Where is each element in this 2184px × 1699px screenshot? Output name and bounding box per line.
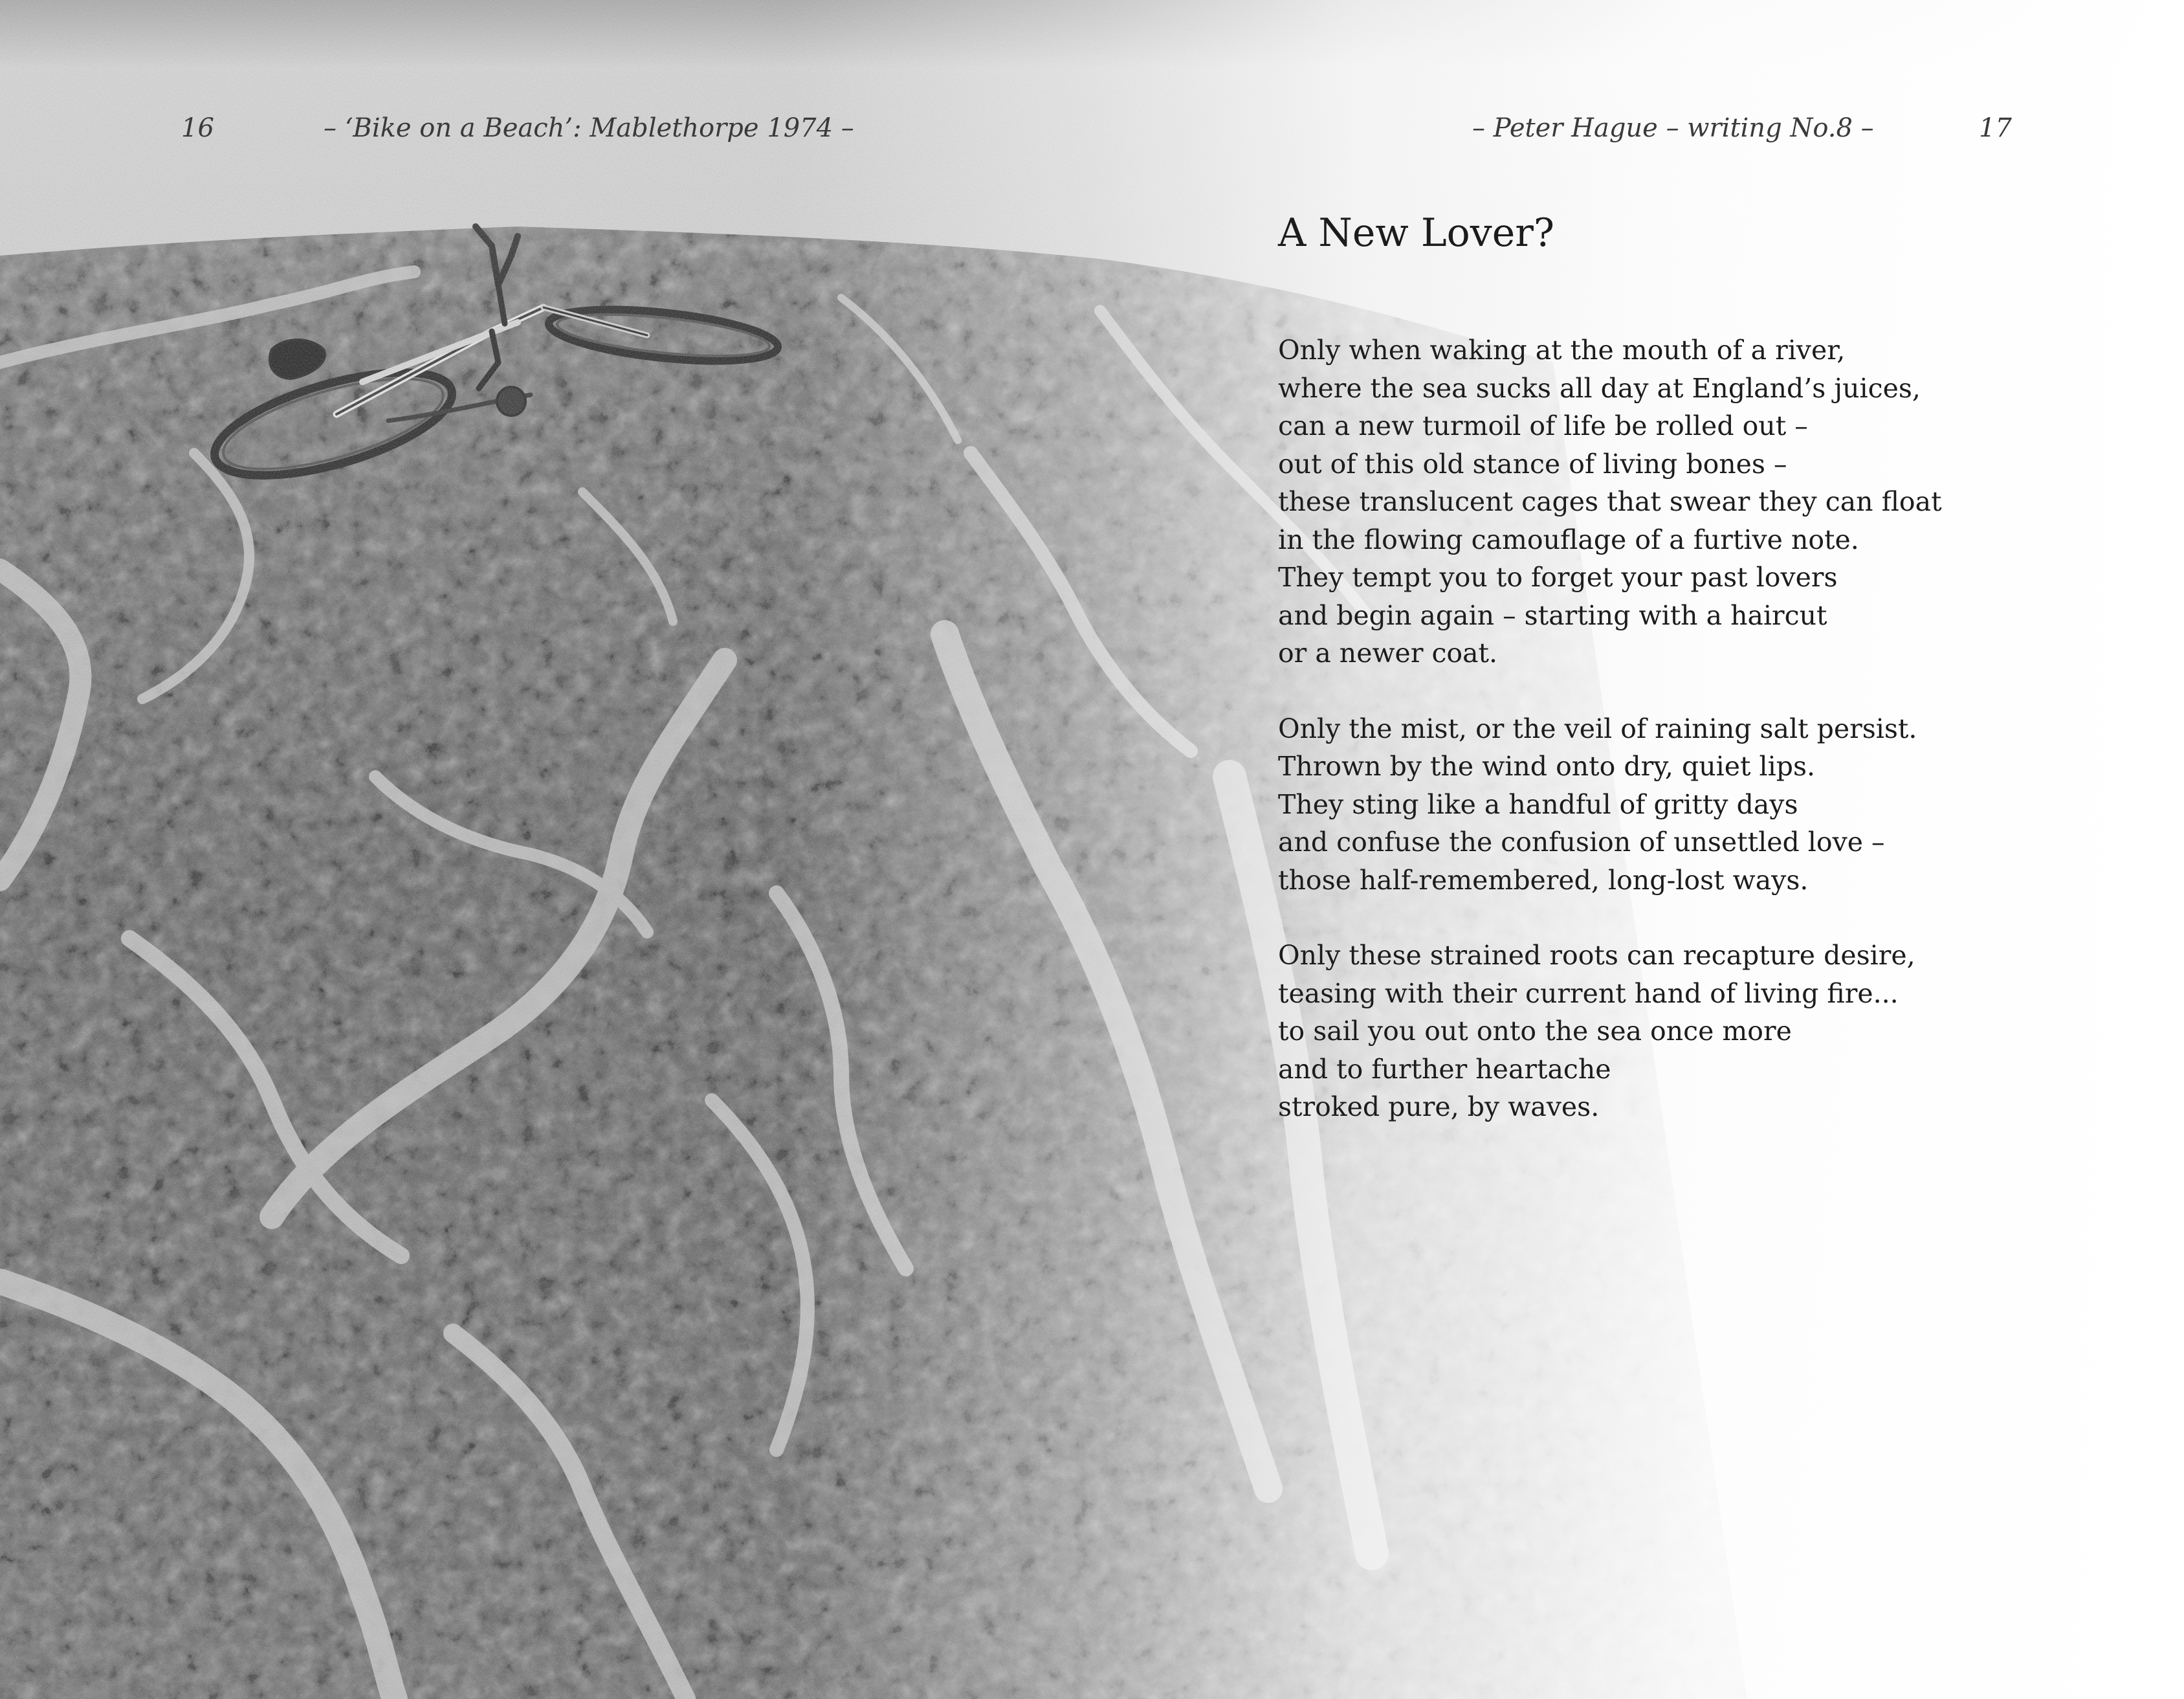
poem-line: teasing with their current hand of living fire... — [1278, 977, 1899, 1009]
poem-line: out of this old stance of living bones – — [1278, 448, 1787, 480]
poem-line: and to further heartache — [1278, 1053, 1611, 1085]
poem-line: Thrown by the wind onto dry, quiet lips. — [1278, 751, 1816, 782]
poem-line: They sting like a handful of gritty days — [1278, 788, 1798, 820]
poem-line: Only these strained roots can recapture desire, — [1278, 940, 1915, 971]
poem-line: to sail you out onto the sea once more — [1278, 1016, 1792, 1047]
stanza-2 — [1278, 710, 1990, 900]
stanza-1 — [1278, 331, 1990, 672]
poem-line: stroked pure, by waves. — [1278, 1091, 1600, 1122]
poem-line: in the flowing camouflage of a furtive note. — [1278, 524, 1859, 555]
poem-line: and begin again – starting with a haircut — [1278, 599, 1827, 631]
stanza-3 — [1278, 937, 1990, 1126]
left-page-number: 16 — [181, 113, 214, 143]
poem-line: Only the mist, or the veil of raining salt persist. — [1278, 713, 1917, 744]
poem-line: where the sea sucks all day at England’s juices, — [1278, 372, 1921, 404]
poem-line: and confuse the confusion of unsettled love – — [1278, 827, 1885, 858]
poem-line: those half-remembered, long-lost ways. — [1278, 864, 1809, 896]
poem-line: can a new turmoil of life be rolled out – — [1278, 410, 1808, 441]
poem — [1278, 207, 1990, 1164]
poem-line: Only when waking at the mouth of a river, — [1278, 335, 1846, 366]
left-running-head: – ‘Bike on a Beach’: Mablethorpe 1974 – — [324, 113, 854, 143]
poem-line: They tempt you to forget your past lovers — [1278, 562, 1838, 593]
poem-line: these translucent cages that swear they can float — [1278, 486, 1942, 517]
poem-line: or a newer coat. — [1278, 638, 1498, 669]
right-running-head: – Peter Hague – writing No.8 – — [1472, 113, 1874, 143]
poem-title: A New Lover? — [1278, 210, 1555, 256]
right-page-number: 17 — [1979, 113, 2012, 143]
